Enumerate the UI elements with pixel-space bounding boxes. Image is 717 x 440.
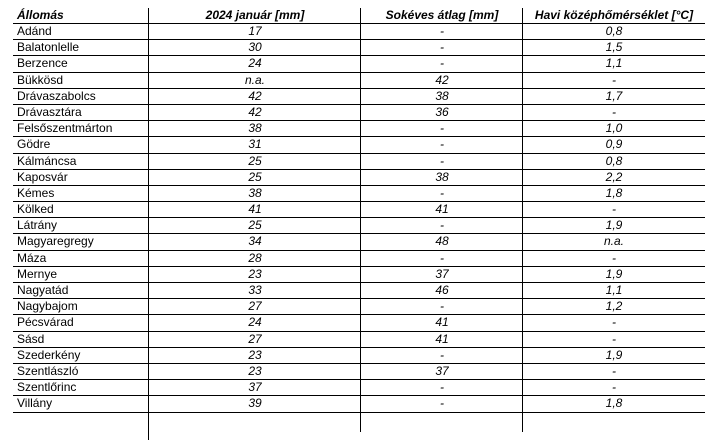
table-row [13,299,705,315]
table-row [13,170,705,186]
station-name: Bükkösd [17,72,64,87]
jan-2024-value: 39 [248,396,262,411]
mean-temp-value: 0,9 [605,137,623,152]
header-station: Állomás [17,8,64,22]
station-name: Drávaszabolcs [17,88,96,103]
jan-2024-value: 41 [248,202,262,217]
header-monthly-mean-temp: Havi középhőmérséklet [°C] [534,8,694,22]
table-row [13,40,705,56]
jan-2024-value: 42 [248,104,262,119]
table-row [13,73,705,89]
long-term-avg-value: - [440,185,444,200]
long-term-avg-value: 48 [435,234,449,249]
station-name: Nagyatád [17,283,69,297]
mean-temp-value: - [612,104,616,119]
long-term-avg-value: 38 [435,169,449,184]
mean-temp-value: 1,9 [605,347,623,362]
station-name: Mernye [17,266,58,281]
jan-2024-value: 42 [248,88,262,103]
station-name: Látrány [17,218,58,233]
table-row [13,202,705,218]
jan-2024-value: 27 [248,299,262,314]
header-long-term-avg: Sokéves átlag [mm] [385,8,499,22]
station-name: Magyaregregy [17,234,94,249]
station-name: Balatonlelle [17,40,80,55]
jan-2024-value: 23 [248,347,262,362]
table-row [13,267,705,283]
jan-2024-value: 33 [248,283,262,297]
station-name: Kálmáncsa [17,153,77,168]
station-name: Kémes [17,185,55,200]
jan-2024-value: 31 [248,137,262,152]
station-name: Máza [17,250,47,265]
jan-2024-value: 25 [248,153,262,168]
long-term-avg-value: 41 [435,315,449,330]
mean-temp-value: 0,8 [605,153,623,168]
jan-2024-value: 37 [248,380,262,395]
precipitation-table [13,8,705,413]
long-term-avg-value: 42 [435,72,449,87]
jan-2024-value: 25 [248,218,262,233]
table-row [13,137,705,153]
table-row [13,380,705,396]
long-term-avg-value: - [440,380,444,395]
jan-2024-value: 24 [248,315,262,330]
mean-temp-value: - [612,202,616,217]
mean-temp-value: - [612,363,616,378]
long-term-avg-value: 38 [435,88,449,103]
long-term-avg-value: - [440,153,444,168]
mean-temp-value: - [612,315,616,330]
table-row [13,364,705,380]
station-name: Pécsvárad [17,315,74,330]
table-row [13,396,705,412]
jan-2024-value: 28 [248,250,262,265]
long-term-avg-value: - [440,218,444,233]
station-name: Szederkény [17,347,81,362]
jan-2024-value: 23 [248,363,262,378]
long-term-avg-value: - [440,347,444,362]
mean-temp-value: - [612,331,616,346]
long-term-avg-value: 37 [435,266,449,281]
table-row [13,89,705,105]
table-row [13,332,705,348]
long-term-avg-value: - [440,137,444,152]
long-term-avg-value: 41 [435,331,449,346]
table-header [13,8,705,24]
jan-2024-value: 27 [248,331,262,346]
table-row [13,24,705,40]
table-row [13,251,705,267]
long-term-avg-value: - [440,299,444,314]
long-term-avg-value: - [440,250,444,265]
mean-temp-value: 1,9 [605,266,623,281]
mean-temp-value: n.a. [603,234,624,249]
station-name: Kölked [17,202,54,217]
mean-temp-value: 1,8 [605,396,623,411]
table-row [13,121,705,137]
station-name: Gödre [17,137,51,152]
jan-2024-value: 25 [248,169,262,184]
station-name: Sásd [17,331,45,346]
mean-temp-value: 1,8 [605,185,623,200]
station-name: Felsőszentmárton [17,121,113,136]
mean-temp-value: 0,8 [605,24,623,38]
long-term-avg-value: - [440,396,444,411]
table-row [13,105,705,121]
long-term-avg-value: - [440,40,444,55]
station-name: Adánd [17,24,52,38]
long-term-avg-value: - [440,121,444,136]
mean-temp-value: 1,7 [605,88,623,103]
long-term-avg-value: 46 [435,283,449,297]
mean-temp-value: 1,2 [605,299,623,314]
table-row [13,315,705,331]
mean-temp-value: 1,1 [605,283,623,297]
mean-temp-value: 1,1 [605,56,623,71]
station-name: Villány [17,396,53,411]
long-term-avg-value: 41 [435,202,449,217]
jan-2024-value: 24 [248,56,262,71]
table-body [13,24,705,413]
station-name: Szentlászló [17,363,79,378]
jan-2024-value: 34 [248,234,262,249]
station-name: Berzence [17,56,68,71]
long-term-avg-value: 36 [435,104,449,119]
mean-temp-value: 1,5 [605,40,623,55]
mean-temp-value: - [612,250,616,265]
mean-temp-value: 2,2 [605,169,623,184]
table-row [13,283,705,299]
station-name: Kaposvár [17,169,68,184]
mean-temp-value: 1,9 [605,218,623,233]
table-row [13,218,705,234]
header-jan-2024: 2024 január [mm] [205,8,305,22]
station-name: Nagybajom [17,299,78,314]
long-term-avg-value: 37 [435,363,449,378]
jan-2024-value: 38 [248,121,262,136]
table-row [13,186,705,202]
table-row [13,234,705,250]
table-row [13,348,705,364]
jan-2024-value: 17 [248,24,262,38]
mean-temp-value: - [612,72,616,87]
long-term-avg-value: - [440,24,444,38]
station-name: Drávasztára [17,104,82,119]
mean-temp-value: 1,0 [605,121,623,136]
table-row [13,154,705,170]
mean-temp-value: - [612,380,616,395]
jan-2024-value: 38 [248,185,262,200]
jan-2024-value: 30 [248,40,262,55]
jan-2024-value: 23 [248,266,262,281]
long-term-avg-value: - [440,56,444,71]
table-row [13,56,705,72]
station-name: Szentlőrinc [17,380,77,395]
jan-2024-value: n.a. [244,72,265,87]
